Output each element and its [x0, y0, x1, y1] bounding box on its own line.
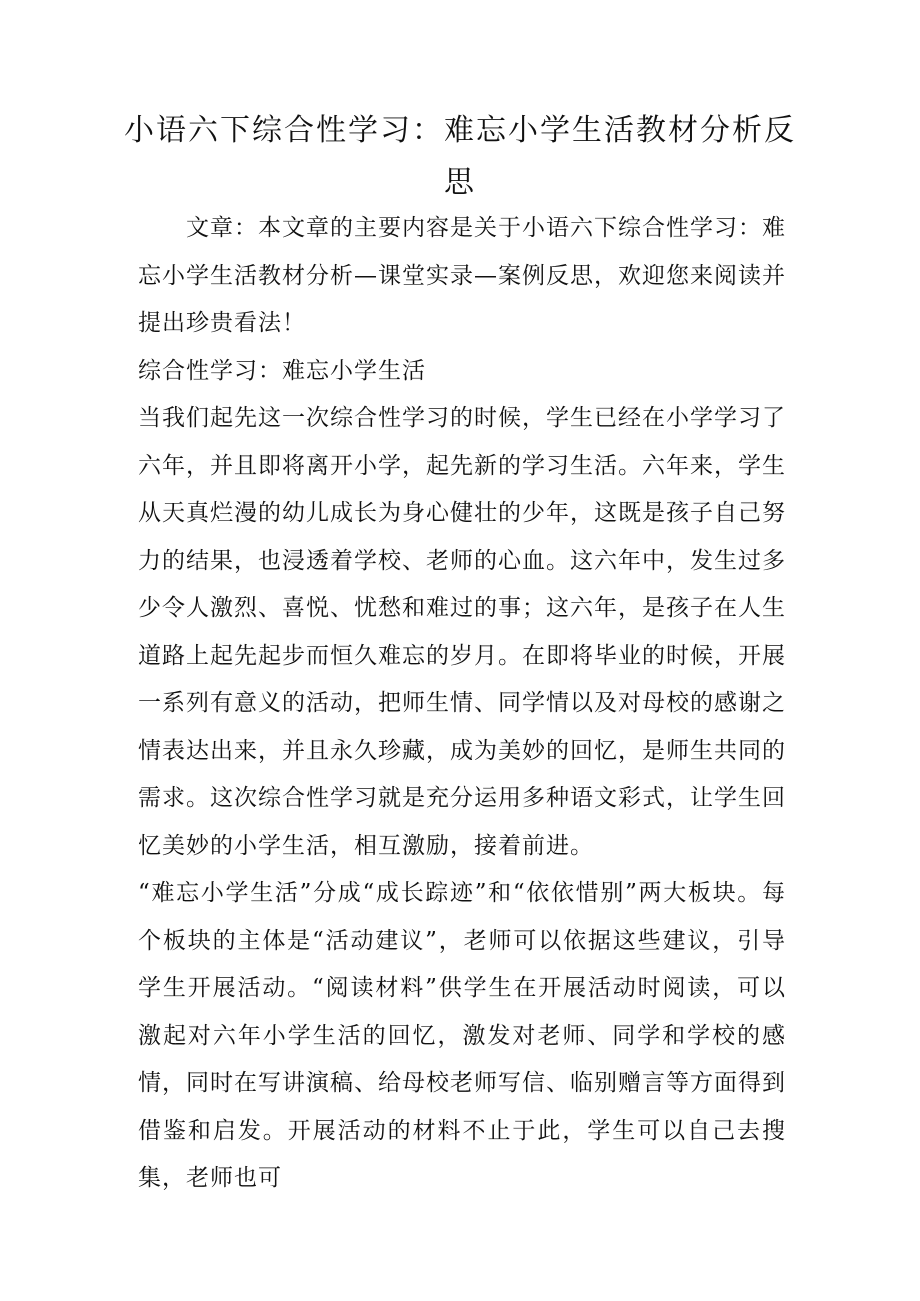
intro-paragraph: 文章：本文章的主要内容是关于小语六下综合性学习：难忘小学生活教材分析—课堂实录—案例反思，欢迎您来阅读并提出珍贵看法！	[138, 215, 786, 336]
body-paragraph-1: 当我们起先这一次综合性学习的时候，学生已经在小学学习了六年，并且即将离开小学，起先新的学习生活。六年来，学生从天真烂漫的幼儿成长为身心健壮的少年，这既是孩子自己努力的结果，也浸透着学校、老师的心血。这六年中，发生过多少令人激烈、喜悦、忧愁和难过的事；这六年，是孩子在人生道路上起先起步而恒久难忘的岁月。在即将毕业的时候，开展一系列有意义的活动，把师生情、同学情以及对母校的感谢之情表达出来，并且永久珍藏，成为美妙的回忆，是师生共同的需求。这次综合性学习就是充分运用多种语文彩式，让学生回忆美妙的小学生活，相互激励，接着前进。	[138, 405, 786, 859]
body-paragraph-2: “难忘小学生活”分成“成长踪迹”和“依依惜别”两大板块。每个板块的主体是“活动建议”，老师可以依据这些建议，引导学生开展活动。“阅读材料”供学生在开展活动时阅读，可以激起对六年小学生活的回忆，激发对老师、同学和学校的感情，同时在写讲演稿、给母校老师写信、临别赠言等方面得到借鉴和启发。开展活动的材料不止于此，学生可以自己去搜集，老师也可	[138, 880, 786, 1191]
document-body	[138, 205, 786, 1203]
section-heading: 综合性学习：难忘小学生活	[138, 357, 426, 384]
document-title: 小语六下综合性学习：难忘小学生活教材分析反思	[124, 113, 796, 200]
